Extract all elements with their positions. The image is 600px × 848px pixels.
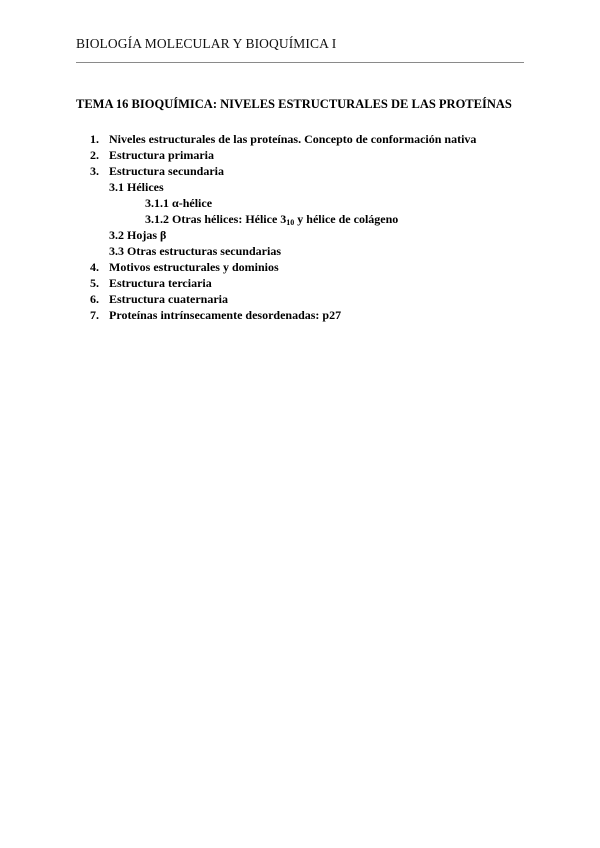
header-divider (76, 62, 524, 63)
toc-subitem-3-3 (109, 243, 281, 259)
toc-item-number: 3. (90, 164, 99, 178)
toc-item-number: 2. (90, 148, 99, 162)
toc-item-label: 3.2 Hojas β (109, 228, 167, 242)
toc-subitem-3-1-2 (145, 211, 398, 227)
toc-subscript: 10 (286, 218, 295, 227)
toc-item-label: Estructura cuaternaria (109, 292, 228, 306)
toc-item-label: 3.1 Hélices (109, 180, 164, 194)
toc-item-4 (90, 259, 279, 275)
toc-item-6 (90, 291, 228, 307)
toc-item-label-tail: y hélice de colágeno (294, 212, 399, 226)
toc-item-5 (90, 275, 212, 291)
toc-subitem-3-1 (109, 179, 164, 195)
toc-item-label: Proteínas intrínsecamente desordenadas: p27 (109, 308, 342, 322)
toc-subitem-3-1-1 (145, 195, 212, 211)
toc-item-label: Estructura primaria (109, 148, 214, 162)
toc-item-number: 1. (90, 132, 99, 146)
toc-item-number: 4. (90, 260, 99, 274)
toc-item-label: 3.1.1 α-hélice (145, 196, 213, 210)
toc-item-2 (90, 147, 214, 163)
document-title: TEMA 16 BIOQUÍMICA: NIVELES ESTRUCTURALES DE LAS PROTEÍNAS (76, 97, 512, 111)
toc-item-1 (90, 131, 476, 147)
toc-item-7 (90, 307, 341, 323)
toc-item-label: Estructura terciaria (109, 276, 212, 290)
toc-item-label: 3.1.2 Otras hélices: Hélice 3 (145, 212, 287, 226)
toc-item-label: Estructura secundaria (109, 164, 224, 178)
toc-subitem-3-2 (109, 227, 166, 243)
running-header: BIOLOGÍA MOLECULAR Y BIOQUÍMICA I (76, 36, 337, 51)
toc-item-number: 5. (90, 276, 99, 290)
toc-item-3 (90, 163, 224, 179)
toc-item-label: Motivos estructurales y dominios (109, 260, 279, 274)
toc-item-number: 6. (90, 292, 99, 306)
toc-item-label: 3.3 Otras estructuras secundarias (109, 244, 281, 258)
toc-item-label: Niveles estructurales de las proteínas. Concepto de conformación nativa (109, 132, 477, 146)
toc-item-number: 7. (90, 308, 99, 322)
